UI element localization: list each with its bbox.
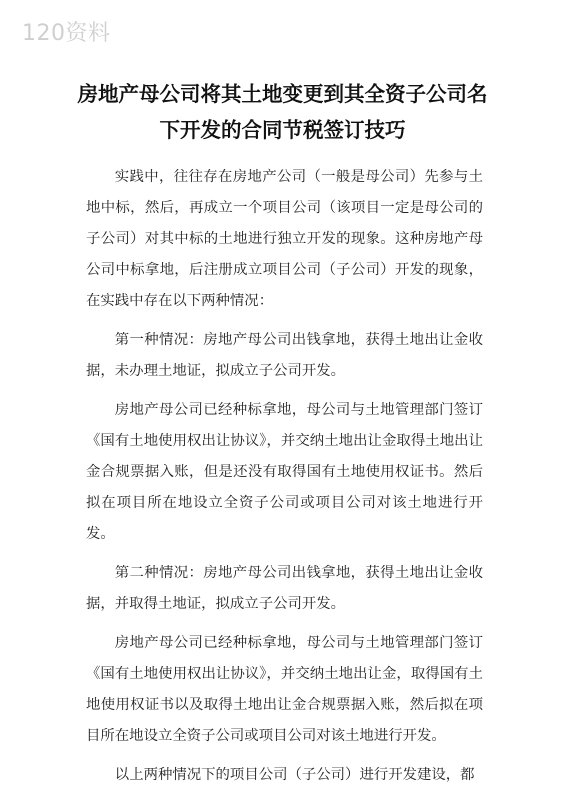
body-paragraph: 实践中，往往存在房地产公司（一般是母公司）先参与土地中标，然后，再成立一个项目公司（该项目一定是母公司的子公司）对其中标的土地进行独立开发的现象。这种房地产母公司中标拿地，后注册成立项目公司（子公司）开发的现象，在实践中存在以下两种情况： <box>86 169 483 309</box>
document-title: 房地产母公司将其土地变更到其全资子公司名下开发的合同节税签订技巧 <box>77 82 488 142</box>
body-paragraph: 房地产母公司已经种标拿地，母公司与土地管理部门签订《国有土地使用权出让协议》，并交纳土地出让金取得土地出让金合规票据入账，但是还没有取得国有土地使用权证书。然后拟在项目所在地设立全资子公司或项目公司对该土地进行开发。 <box>86 402 483 542</box>
document-body <box>86 162 483 799</box>
body-paragraph: 第二种情况：房地产母公司出钱拿地，获得土地出让金收据，并取得土地证，拟成立子公司开发。 <box>86 565 483 612</box>
body-paragraph: 以上两种情况下的项目公司（子公司）进行开发建设，都 <box>114 767 475 783</box>
body-paragraph: 房地产母公司已经种标拿地，母公司与土地管理部门签订《国有土地使用权出让协议》，并交纳土地出让金，取得国有土地使用权证书以及取得土地出让金合规票据入账，然后拟在项目所在地设立全资子公司或项目公司对该土地进行开发。 <box>86 635 483 744</box>
watermark-logo-text: 120资料 <box>22 21 111 46</box>
body-paragraph: 第一种情况：房地产母公司出钱拿地，获得土地出让金收据，未办理土地证，拟成立子公司开发。 <box>86 332 483 379</box>
